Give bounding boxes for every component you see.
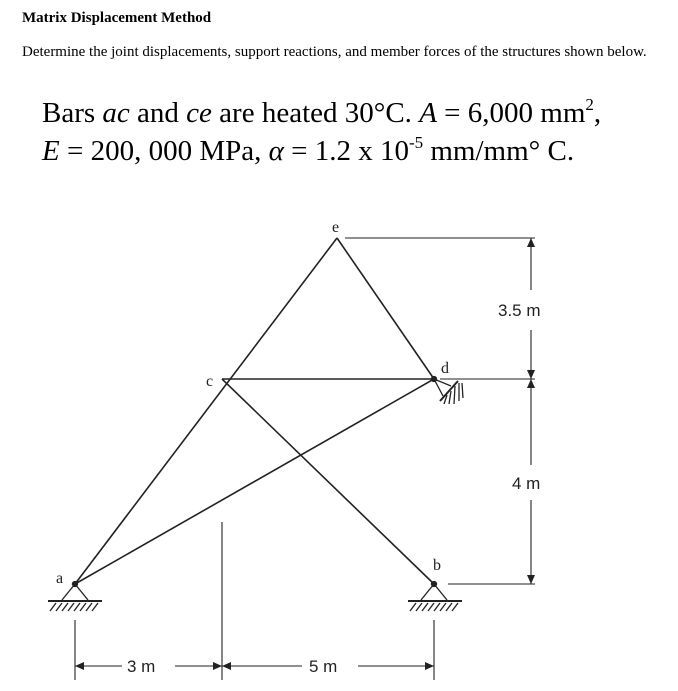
dim-right-span: 5 m (309, 657, 338, 676)
problem-instructions: Determine the joint displacements, support reactions, and member forces of the structures shown below. (22, 44, 647, 60)
given-text: , (593, 97, 602, 129)
alpha-symbol: α (268, 135, 284, 167)
area-exponent: 2 (585, 95, 594, 114)
bar-ac-label: ac (102, 97, 130, 129)
dim-top-height: 3.5 m (498, 301, 541, 320)
bar-ce-label: ce (186, 97, 212, 129)
alpha-exponent: -5 (408, 133, 424, 152)
member-ae (75, 238, 337, 584)
joint-label-a: a (56, 570, 64, 587)
alpha-value: = 1.2 x 10 (283, 135, 409, 167)
dim-left-span: 3 m (127, 657, 156, 676)
given-text: and (129, 97, 187, 129)
support-b (408, 582, 462, 612)
given-text: Bars (42, 97, 103, 129)
modulus-value: = 200, 000 MPa, (59, 135, 269, 167)
member-ed (337, 238, 434, 379)
alpha-unit: mm/mm° C. (423, 135, 575, 167)
page-title: Matrix Displacement Method (22, 10, 212, 26)
given-text: are heated 30°C. (211, 97, 420, 129)
joint-label-d: d (441, 360, 449, 377)
joint-label-e: e (332, 219, 340, 236)
joint-label-b: b (433, 557, 441, 574)
area-symbol: A (419, 97, 437, 129)
modulus-symbol: E (42, 135, 60, 167)
area-value: = 6,000 mm (436, 97, 586, 129)
truss-members (75, 238, 434, 584)
joint-label-c: c (206, 373, 214, 390)
support-d (432, 377, 464, 405)
dim-bottom-height: 4 m (512, 474, 541, 493)
